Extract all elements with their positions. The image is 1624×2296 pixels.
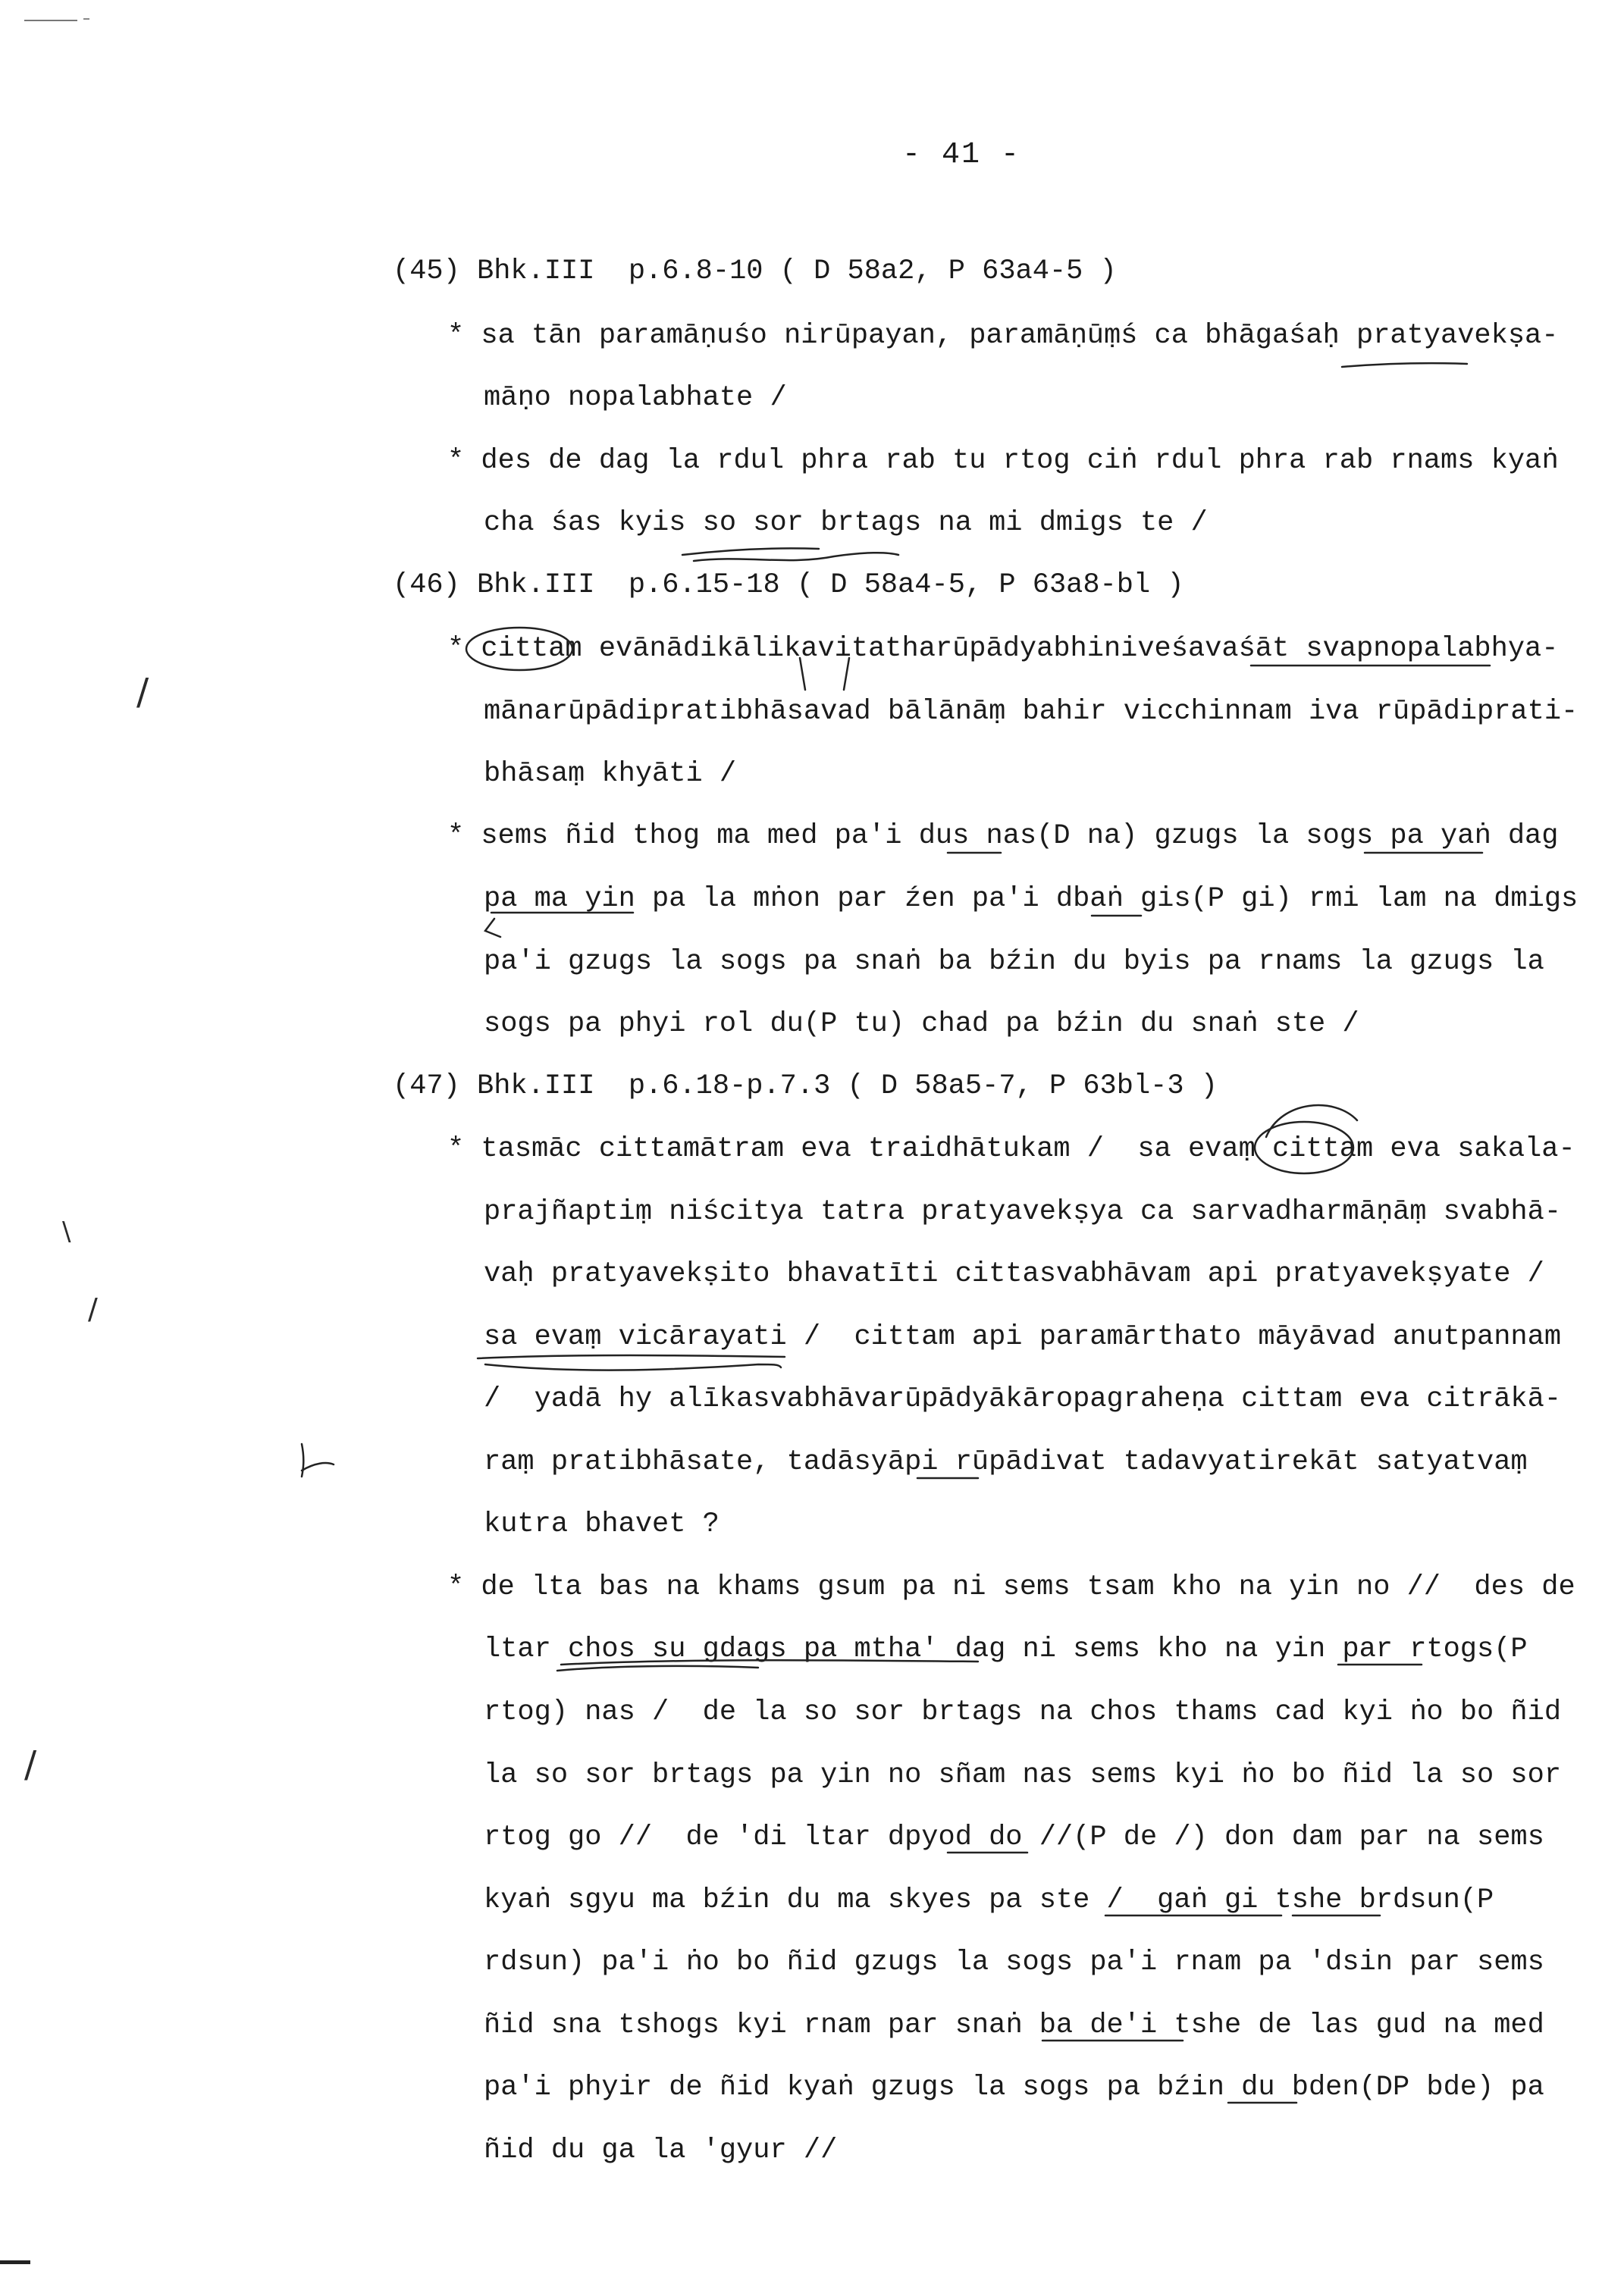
underline-pratyaveksa bbox=[1342, 363, 1467, 367]
section-47-tib-line-6: kyaṅ sgyu ma bźin du ma skyes pa ste / gaṅ gi tshe brdsun(P bbox=[484, 1884, 1494, 1916]
section-46-skt-line-2: mānarūpādipratibhāsavad bālānāṃ bahir vicchinnam iva rūpādiprati- bbox=[484, 696, 1579, 728]
section-47-skt-line-2: prajñaptiṃ niścitya tatra pratyavekṣya ca sarvadharmāṇāṃ svabhā- bbox=[484, 1196, 1562, 1228]
section-46-skt-line-1: * cittam evānādikālikavitatharūpādyabhiniveśavaśāt svapnopalabhya- bbox=[447, 633, 1559, 665]
section-46-tib-line-2: pa ma yin pa la mṅon par źen pa'i dbaṅ gis(P gi) rmi lam na dmigs bbox=[484, 883, 1579, 915]
margin-backslash: \ bbox=[62, 1217, 71, 1247]
underline-sa-evam bbox=[485, 1364, 781, 1370]
section-46-tib-line-1: * sems ñid thog ma med pa'i dus nas(D na) gzugs la sogs pa yaṅ dag bbox=[447, 820, 1559, 852]
circle-cittam bbox=[466, 628, 572, 670]
section-47-tib-line-5: rtog go // de 'di ltar dpyod do //(P de /) don dam par na sems bbox=[484, 1821, 1544, 1853]
section-46-tib-line-3: pa'i gzugs la sogs pa snaṅ ba bźin du byis pa rnams la gzugs la bbox=[484, 946, 1544, 978]
margin-slash-2: / bbox=[88, 1292, 98, 1326]
section-47-tib-line-9: pa'i phyir de ñid kyaṅ gzugs la sogs pa bźin du bden(DP bde) pa bbox=[484, 2072, 1544, 2103]
margin-pen-mark bbox=[302, 1444, 334, 1477]
page-number: - 41 - bbox=[902, 138, 1021, 172]
section-47-skt-line-3: vaḥ pratyavekṣito bhavatīti cittasvabhāvam api pratyavekṣyate / bbox=[484, 1258, 1544, 1290]
section-47-skt-line-5: / yadā hy alīkasvabhāvarūpādyākāropagraheṇa cittam eva citrākā- bbox=[484, 1383, 1562, 1415]
section-47-skt-line-7: kutra bhavet ? bbox=[484, 1508, 720, 1540]
insert-mark-2 bbox=[844, 658, 849, 690]
section-45-tib-line-2: cha śas kyis so sor brtags na mi dmigs te / bbox=[484, 507, 1208, 539]
section-46-heading: (46) Bhk.III p.6.15-18 ( D 58a4-5, P 63a8-bl ) bbox=[393, 569, 1184, 601]
underline-chos-su-gdags bbox=[561, 1660, 978, 1665]
margin-slash-1: / bbox=[136, 671, 149, 713]
section-47-tib-line-8: ñid sna tshogs kyi rnam par snaṅ ba de'i tshe de las gud na med bbox=[484, 2009, 1544, 2041]
section-47-skt-line-4: sa evaṃ vicārayati / cittam api paramārthato māyāvad anutpannam bbox=[484, 1321, 1562, 1353]
section-46-skt-line-3: bhāsaṃ khyāti / bbox=[484, 758, 737, 790]
section-47-tib-line-4: la so sor brtags pa yin no sñam nas sems kyi ṅo bo ñid la so sor bbox=[484, 1759, 1562, 1791]
section-47-tib-line-1: * de lta bas na khams gsum pa ni sems tsam kho na yin no // des de bbox=[447, 1571, 1575, 1603]
section-47-skt-line-1: * tasmāc cittamātram eva traidhātukam / sa evaṃ cittam eva sakala- bbox=[447, 1133, 1575, 1165]
section-47-tib-line-10: ñid du ga la 'gyur // bbox=[484, 2135, 838, 2166]
insert-mark-1 bbox=[800, 658, 805, 690]
underline-chos-su-gdags-2 bbox=[557, 1666, 758, 1671]
section-47-tib-line-2: ltar chos su gdags pa mtha' dag ni sems kho na yin par rtogs(P bbox=[484, 1634, 1528, 1665]
section-47-tib-line-3: rtog) nas / de la so sor brtags na chos thams cad kyi ṅo bo ñid bbox=[484, 1696, 1562, 1728]
squiggle-so-sor-brtags bbox=[694, 553, 898, 561]
squiggle-so-sor-brtags-2 bbox=[682, 548, 819, 555]
section-47-skt-line-6: raṃ pratibhāsate, tadāsyāpi rūpādivat tadavyatirekāt satyatvaṃ bbox=[484, 1446, 1528, 1478]
margin-slash-3: / bbox=[24, 1743, 37, 1786]
section-45-skt-line-2: māṇo nopalabhate / bbox=[484, 382, 787, 414]
section-46-tib-line-4: sogs pa phyi rol du(P tu) chad pa bźin du snaṅ ste / bbox=[484, 1008, 1359, 1040]
section-45-heading: (45) Bhk.III p.6.8-10 ( D 58a2, P 63a4-5 ) bbox=[393, 255, 1117, 287]
caret-mark bbox=[485, 919, 500, 937]
underline-sa-evam-2 bbox=[478, 1355, 785, 1358]
section-47-tib-line-7: rdsun) pa'i ṅo bo ñid gzugs la sogs pa'i rnam pa 'dsin par sems bbox=[484, 1947, 1544, 1978]
section-45-tib-line-1: * des de dag la rdul phra rab tu rtog ciṅ rdul phra rab rnams kyaṅ bbox=[447, 445, 1559, 477]
section-47-heading: (47) Bhk.III p.6.18-p.7.3 ( D 58a5-7, P 63bl-3 ) bbox=[393, 1070, 1218, 1102]
section-45-skt-line-1: * sa tān paramāṇuśo nirūpayan, paramāṇūṃś ca bhāgaśaḥ pratyavekṣa- bbox=[447, 320, 1559, 352]
